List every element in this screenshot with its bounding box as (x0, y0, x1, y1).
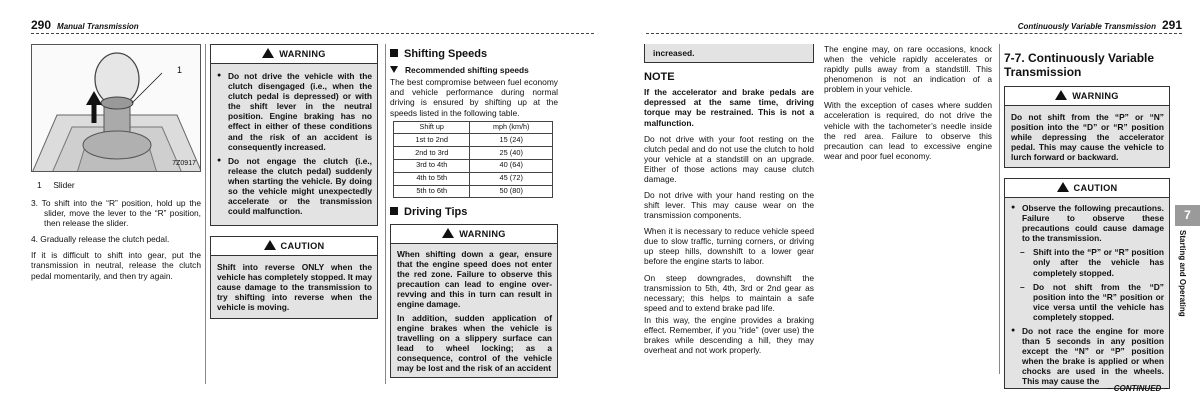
caution-text: Shift into reverse ONLY when the vehicle has completely stopped. It may cause damage to the transmission to try shifting into reverse when the vehicle is moving. (217, 262, 372, 313)
caution-header (1005, 179, 1169, 198)
tachometer-paragraph: With the exception of cases where sudden acceleration is required, do not drive the vehicle with the tachometer’s needle inside the red area. Failure to observe this precaution can lead to excessive engine wear and poor fuel economy. (824, 100, 992, 161)
column-divider (205, 44, 206, 384)
caution-triangle-icon (264, 240, 276, 250)
figure-code: 7Z0917 (172, 159, 196, 167)
note-para-1: Do not drive with your foot resting on the clutch pedal and do not use the clutch to hold your vehicle at a standstill on an upgrade. Either of those actions may cause clutch damage. (644, 133, 814, 184)
note-bold-text: If the accelerator and brake pedals are depressed at the same time, driving torque may be restrained. This is not a malfunction. (644, 87, 814, 128)
warning-label: WARNING (1072, 90, 1119, 101)
left-page (0, 0, 598, 402)
table-header-row (394, 121, 553, 134)
table-cell: 2nd to 3rd (394, 147, 470, 160)
caption-number: 1 (37, 180, 42, 190)
continued-warning-box (644, 44, 814, 63)
right-col-3 (1004, 52, 1170, 389)
warning-box-clutch (210, 44, 378, 226)
table-cell: 45 (72) (470, 172, 553, 185)
note-para-5: In this way, the engine provides a braking effect. Remember, if you “ride” (over use) the brakes while descending a hill, they may overheat and not work properly. (644, 314, 814, 356)
warning-triangle-icon (262, 48, 274, 58)
caution-triangle-icon (1057, 182, 1069, 192)
note-para-3: When it is necessary to reduce vehicle speed due to slow traffic, turning corners, or driving up steep hills, downshift to a lower gear before the engine starts to labor. (644, 226, 814, 267)
warning-header (391, 225, 557, 244)
left-col-2 (210, 44, 378, 319)
caution-header (211, 237, 377, 256)
right-col-1 (644, 44, 814, 361)
table-cell: 1st to 2nd (394, 134, 470, 147)
table-cell: 5th to 6th (394, 185, 470, 198)
warning-header (1005, 87, 1169, 106)
left-col-1 (31, 44, 201, 287)
step-4: 4. Gradually release the clutch pedal. (31, 234, 170, 245)
cvt-section-title: 7-7. Continuously Variable Transmission (1004, 51, 1155, 79)
table-cell: 4th to 5th (394, 172, 470, 185)
table-row (394, 134, 553, 147)
cvt-warning-box (1004, 86, 1170, 168)
note-para-2: Do not drive with your hand resting on the shift lever. This may cause wear on the transmission components. (644, 189, 814, 221)
warning-item-2: ● Do not engage the clutch (i.e., release the clutch pedal) suddenly when starting the vehicle. By doing so the vehicle might unexpectedly accelerate or the transmission could malfunction. (217, 156, 372, 216)
square-bullet-icon (390, 207, 398, 215)
left-section-title: Manual Transmission (57, 22, 139, 31)
figure-caption (37, 180, 201, 190)
recommended-subheading-text: Recommended shifting speeds (405, 65, 529, 76)
shift-speed-table (393, 121, 553, 199)
warning-label: WARNING (459, 228, 506, 239)
column-divider-3 (999, 44, 1000, 374)
downshift-warning-text: When shifting down a gear, ensure that the engine speed does not enter the red zone. Failure to observe this precaution can lead to engine over-revving and this in turn can result in engine damage. (397, 248, 552, 309)
down-triangle-icon (390, 66, 398, 73)
caution-label: CAUTION (1073, 183, 1118, 194)
caution-race-engine: ● Do not race the engine for more than 5 seconds in any position except the “N” or “P” position when the brake is applied or when chocks are used in the wheels. This may cause the (1011, 326, 1164, 386)
knock-paragraph: The engine may, on rare occasions, knock when the vehicle rapidly accelerates or rapidly pulls away from a standstill. This phenomenon is not an indication of a problem in your vehicle. (824, 44, 992, 95)
retry-paragraph: If it is difficult to shift into gear, put the transmission in neutral, release the clutch pedal momentarily, and then try again. (31, 250, 201, 281)
continued-warning-text: increased. (653, 48, 695, 58)
right-page-header (1018, 18, 1182, 32)
caption-text: Slider (53, 180, 75, 190)
caution-dash-2: – Do not shift from the “D” position into the “R” position or vice versa until the vehicle has completely stopped. (1011, 282, 1164, 322)
driving-tips-title: Driving Tips (404, 206, 468, 219)
table-row (394, 172, 553, 185)
table-row (394, 159, 553, 172)
right-section-title: Continuously Variable Transmission (1017, 22, 1156, 31)
table-header-cell: Shift up (394, 121, 470, 134)
step-3: 3. To shift into the “R” position, hold up the slider, move the lever to the “R” position, then release the slider. (31, 198, 201, 229)
warning-label: WARNING (279, 49, 326, 59)
table-row (394, 185, 553, 198)
left-page-number: 290 (31, 18, 52, 32)
shift-lever-figure (31, 44, 201, 172)
table-cell: 15 (24) (470, 134, 553, 147)
column-divider-2 (385, 44, 386, 384)
chapter-tab: 7 (1175, 205, 1200, 226)
warning-header (211, 45, 377, 64)
warning-triangle-icon (442, 228, 454, 238)
driving-tips-heading (390, 206, 558, 219)
table-cell: 40 (64) (470, 159, 553, 172)
cvt-warning-text: Do not shift from the “P” or “N” position into the “D” or “R” position while depressing the accelerator pedal. This may cause the vehicle to lurch forward or backward. (1011, 111, 1164, 162)
cvt-caution-box (1004, 178, 1170, 389)
shift-lever-illustration (32, 45, 201, 172)
note-heading: NOTE (644, 71, 675, 84)
engine-brake-warning-text: In addition, sudden application of engine brakes when the vehicle is travelling on a slippery surface can lead to wheel locking; as a consequence, control of the vehicle may be lost and the risk of an accident (397, 313, 552, 374)
table-cell: 3rd to 4th (394, 159, 470, 172)
shifting-speeds-heading (390, 48, 558, 61)
warning-item-1: ● Do not drive the vehicle with the clutch disengaged (i.e., when the clutch pedal is depressed) or with the shift lever in the neutral position. Engine braking has no effect in either of these conditions and the risk of an accident is consequently increased. (217, 71, 372, 152)
right-page-number: 291 (1161, 18, 1182, 32)
caution-dash-1: – Shift into the “P” or “R” position only after the vehicle has completely stopped. (1011, 247, 1164, 277)
right-header-rule (646, 33, 1182, 34)
warning-triangle-icon (1055, 90, 1067, 100)
right-col-2 (824, 44, 992, 167)
caution-box-reverse (210, 236, 378, 318)
table-cell: 50 (80) (470, 185, 553, 198)
chapter-side-label: Starting and Operating (1178, 230, 1187, 317)
caution-label: CAUTION (280, 241, 325, 252)
right-page (602, 0, 1200, 402)
table-cell: 25 (40) (470, 147, 553, 160)
recommended-subheading (390, 65, 558, 75)
caution-intro: ● Observe the following precautions. Failure to observe these precautions could cause damage to the transmission. (1011, 203, 1164, 243)
note-para-4: On steep downgrades, downshift the transmission to 5th, 4th, 3rd or 2nd gear as necessary; this helps to maintain a safe speed and to extend brake pad life. (644, 272, 814, 313)
warning-box-downshift (390, 224, 558, 378)
shifting-speeds-title: Shifting Speeds (404, 48, 488, 60)
left-col-3 (390, 48, 558, 378)
table-row (394, 147, 553, 160)
continued-label: – CONTINUED – (1107, 384, 1168, 393)
figure-callout: 1 (176, 65, 182, 75)
table-header-cell: mph (km/h) (470, 121, 553, 134)
square-bullet-icon (390, 49, 398, 57)
left-page-header (31, 18, 139, 32)
steps-list (31, 198, 201, 244)
shifting-speeds-text: The best compromise between fuel economy and vehicle performance during normal driving is ensured by shifting up at the speeds listed in the following table. (390, 77, 558, 118)
left-header-rule (31, 33, 594, 34)
